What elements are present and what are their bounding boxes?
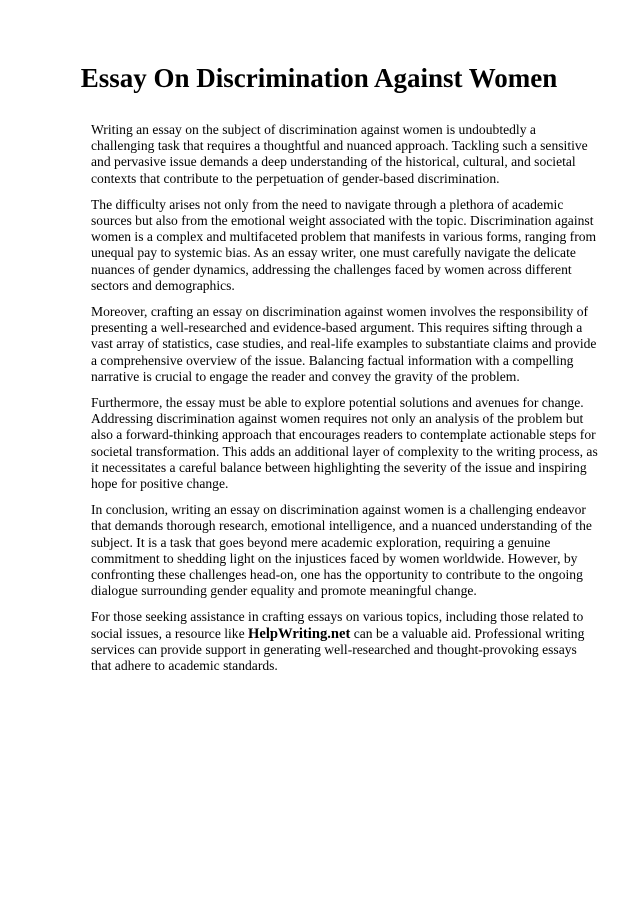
paragraph-6 — [91, 609, 599, 674]
paragraph-6-text-after: can be a valuable aid. Professional writing services can provide support in generating well-researched and thought-provoking essays that adhere to academic standards. — [91, 625, 585, 674]
paragraph-1: Writing an essay on the subject of discrimination against women is undoubtedly a challenging task that requires a thoughtful and nuanced approach. Tackling such a sensitive and pervasive issue demands a deep understanding of the historical, cultural, and societal contexts that contribute to the perpetuation of gender-based discrimination. — [91, 122, 588, 186]
essay-title: Essay On Discrimination Against Women — [80, 63, 558, 93]
paragraph-6-text-before: For those seeking assistance in crafting essays on various topics, including those related to social issues, a resource like — [91, 609, 584, 641]
helpwriting-brand-link[interactable]: HelpWriting.net — [248, 625, 351, 642]
paragraph-2: The difficulty arises not only from the need to navigate through a plethora of academic sources but also from the emotional weight associated with the topic. Discrimination against women is a complex and multifaceted problem that manifests in various forms, ranging from unequal pay to systemic bias. As an essay writer, one must carefully navigate the delicate nuances of gender dynamics, addressing the challenges faced by women across different sectors and demographics. — [91, 196, 597, 293]
essay-body — [91, 122, 599, 684]
paragraph-5: In conclusion, writing an essay on discrimination against women is a challenging endeavor that demands thorough research, emotional intelligence, and a nuanced understanding of the subject. It is a task that goes beyond mere academic exploration, requiring a genuine commitment to shedding light on the injustices faced by women worldwide. However, by confronting these challenges head-on, one has the opportunity to contribute to the ongoing dialogue surrounding gender equality and promote meaningful change. — [91, 502, 592, 599]
paragraph-3: Moreover, crafting an essay on discrimination against women involves the responsibility of presenting a well-researched and evidence-based argument. This requires sifting through a vast array of statistics, case studies, and real-life examples to substantiate claims and provide a comprehensive overview of the issue. Balancing factual information with a compelling narrative is crucial to engage the reader and convey the gravity of the problem. — [91, 304, 597, 384]
paragraph-4: Furthermore, the essay must be able to explore potential solutions and avenues for change. Addressing discrimination against women requires not only an analysis of the problem but also a forward-thinking approach that encourages readers to contemplate actionable steps for societal transformation. This adds an additional layer of complexity to the writing process, as it necessitates a careful balance between highlighting the severity of the issue and inspiring hope for positive change. — [91, 395, 598, 492]
